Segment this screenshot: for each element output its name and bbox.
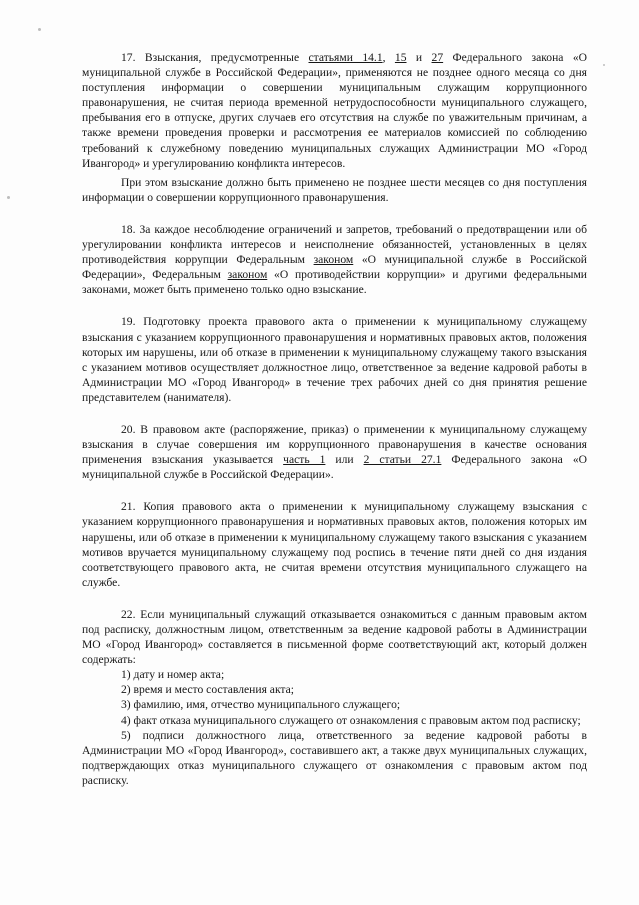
scan-speck xyxy=(38,28,41,31)
link-part-2-article-27-1[interactable]: 2 статьи 27.1 xyxy=(363,453,442,467)
list-item: 3) фамилию, имя, отчество муниципального служащего; xyxy=(121,698,401,712)
paragraph-17: 17. Взыскания, предусмотренные статьями 14.1, 15 и 27 Федерального закона «О муниципальной службе в Российской Федерации», применяются не позднее одного месяца со дня поступления информации о совершении муниципальным служащим коррупционного правонарушения, не считая периода временной нетрудоспособности муниципального служащего, пребывания его в отпуске, других случаев его отсутствия на службе по уважительным причинам, а также времени проведения проверки и рассмотрения ее материалов комиссией по соблюдению требований к служебному поведению муниципальных служащих Администрации МО «Город Ивангород» и урегулированию конфликта интересов. xyxy=(82,51,587,170)
link-part-1[interactable]: часть 1 xyxy=(283,453,326,467)
paragraph-21: 21. Копия правового акта о применении к муниципальному служащему взыскания с указанием коррупционного правонарушения и нормативных правовых актов, положения которых им нарушены, или об отказе в применении к муниципальному служащему такого взыскания с указанием мотивов вручается муниципальному служащему под роспись в течение пяти дней со дня издания соответствующего правового акта, не считая времени отсутствия муниципального служащего на службе. xyxy=(82,500,587,589)
link-article-14-1[interactable]: статьями 14.1 xyxy=(308,51,383,64)
link-law-municipal-service[interactable]: законом xyxy=(313,253,354,267)
list-item: 2) время и место составления акта; xyxy=(121,683,294,697)
paragraph-17-continuation: При этом взыскание должно быть применено не позднее шести месяцев со дня поступления информации о совершении коррупционного правонарушения. xyxy=(82,175,587,204)
paragraph-22: 22. Если муниципальный служащий отказывается ознакомиться с данным правовым актом под расписку, должностным лицом, ответственным за ведение кадровой работы в Администрации МО «Город Ивангород» составляется в письменной форме соответствующий акт, который должен содержать: xyxy=(82,607,587,667)
paragraph-20: 20. В правовом акте (распоряжение, приказ) о применении к муниципальному служащему взыскания в случае совершения им коррупционного правонарушения в качестве основания применения взыскания указывается часть 1 или 2 статьи 27.1 Федерального закона «О муниципальной службе в Российской Федерации». xyxy=(82,422,587,482)
paragraph-19: 19. Подготовку проекта правового акта о применении к муниципальному служащему взыскания с указанием коррупционного правонарушения и нормативных правовых актов, положения которых им нарушены, или об отказе в применении к муниципальному служащему такого взыскания с указанием мотивов осуществляет должностное лицо, ответственное за ведение кадровой работы в Администрации МО «Город Ивангород» в течение трех рабочих дней со дня принятия решение представителем (нанимателя). xyxy=(82,315,587,404)
document-body xyxy=(82,50,587,788)
paragraph-18: 18. За каждое несоблюдение ограничений и запретов, требований о предотвращении или об урегулировании конфликта интересов и неисполнение обязанностей, установленных в целях противодействия коррупции Федеральным законом «О муниципальной службе в Российской Федерации», Федеральным законом «О противодействии коррупции» и другими федеральными законами, может быть применено только одно взыскание. xyxy=(82,222,588,297)
scan-speck xyxy=(603,64,605,66)
list-item: 4) факт отказа муниципального служащего от ознакомления с правовым актом под расписку; xyxy=(121,713,581,727)
link-article-15[interactable]: 15 xyxy=(394,51,407,64)
link-article-27[interactable]: 27 xyxy=(431,51,444,64)
list-item: 1) дату и номер акта; xyxy=(121,668,225,682)
link-law-anticorruption[interactable]: законом xyxy=(227,268,268,282)
list-item: 5) подписи должностного лица, ответственного за ведение кадровой работы в Администрации МО «Город Ивангород», составившего акт, а также двух муниципальных служащих, подтверждающих отказ муниципального служащего от ознакомления с правовым актом под расписку. xyxy=(82,728,587,787)
scan-speck xyxy=(7,196,10,199)
